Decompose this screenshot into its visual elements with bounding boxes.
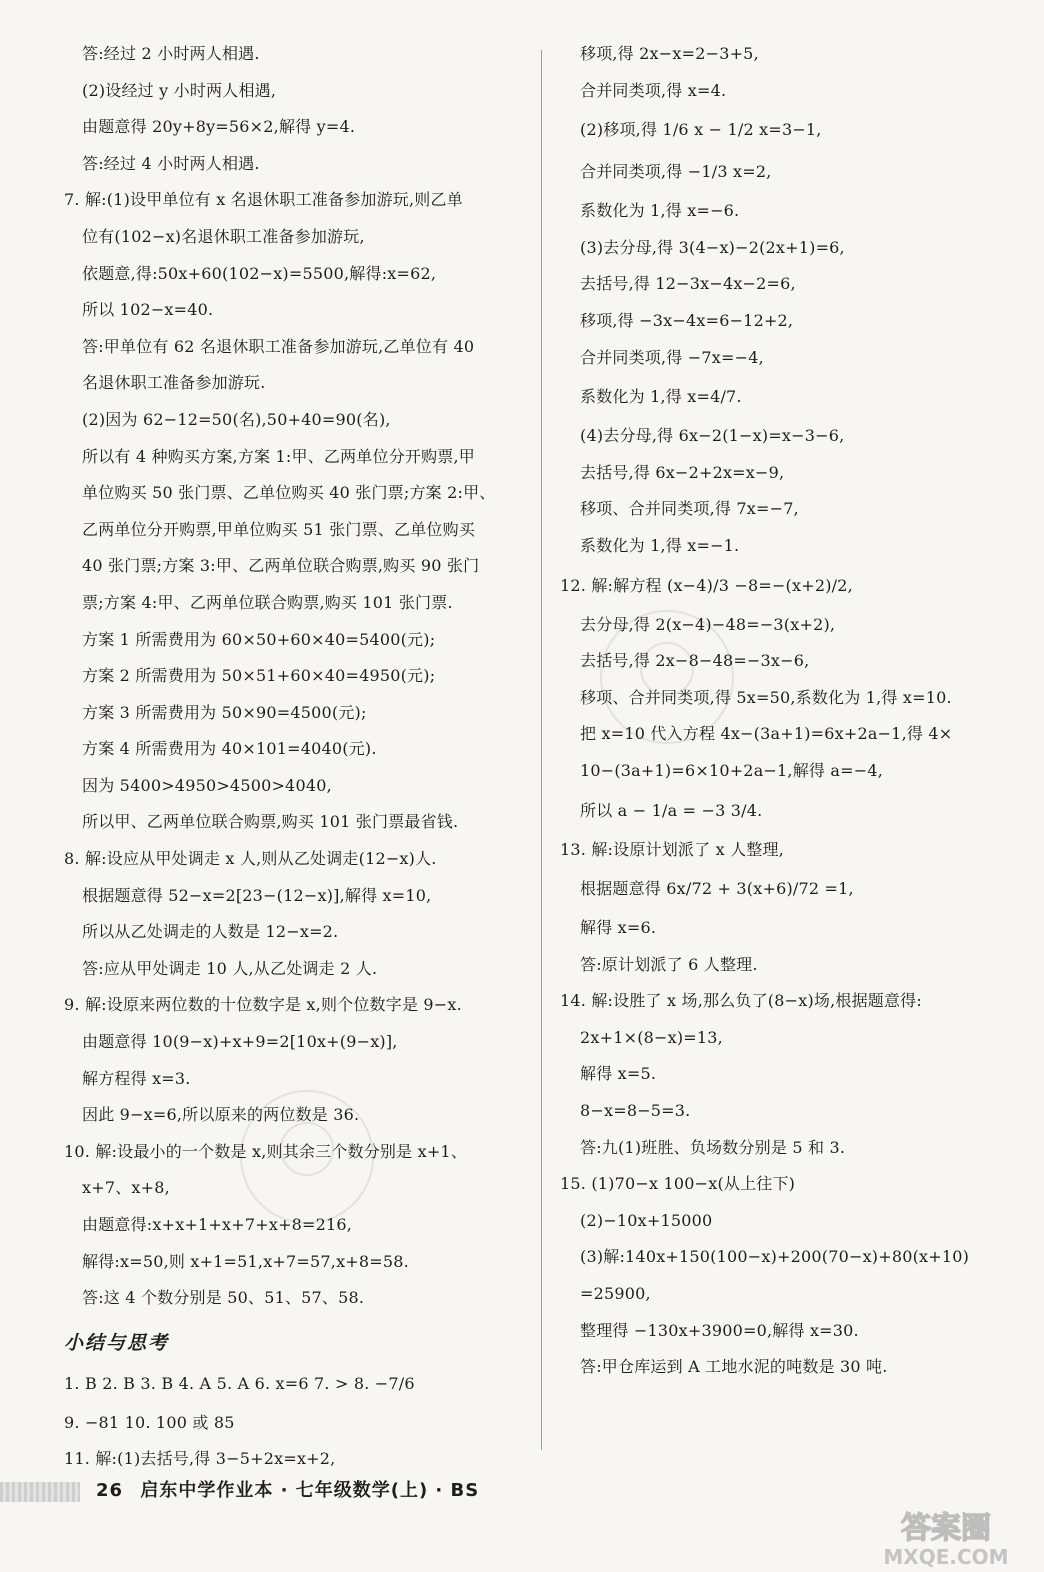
- text-line: 40 张门票;方案 3:甲、乙两单位联合购票,购买 90 张门: [82, 556, 480, 576]
- summary-section-title: 小结与思考: [64, 1331, 170, 1354]
- text-line: 答:甲仓库运到 A 工地水泥的吨数是 30 吨.: [580, 1357, 888, 1377]
- page-number: 26: [96, 1480, 124, 1501]
- text-line: 根据题意得 52−x=2[23−(12−x)],解得 x=10,: [82, 885, 432, 905]
- text-line: 10−(3a+1)=6×10+2a−1,解得 a=−4,: [580, 760, 884, 780]
- text-line: 去分母,得 2(x−4)−48=−3(x+2),: [580, 614, 836, 634]
- logo-icon: [862, 1504, 1030, 1568]
- text-line: 因为 5400>4950>4500>4040,: [82, 775, 332, 795]
- text-line: 方案 1 所需费用为 60×50+60×40=5400(元);: [82, 629, 436, 649]
- text-line: 方案 3 所需费用为 50×90=4500(元);: [82, 702, 367, 722]
- text-line: 移项,得 −3x−4x=6−12+2,: [580, 310, 794, 330]
- text-line: 8−x=8−5=3.: [580, 1101, 691, 1121]
- text-line: 依题意,得:50x+60(102−x)=5500,解得:x=62,: [82, 263, 437, 283]
- text-line: 系数化为 1,得 x=−1.: [580, 535, 740, 555]
- problem-13-heading: 13. 解:设原计划派了 x 人整理,: [560, 839, 785, 859]
- text-line: 答:甲单位有 62 名退休职工准备参加游玩,乙单位有 40: [82, 336, 475, 356]
- text-line: 票;方案 4:甲、乙两单位联合购票,购买 101 张门票.: [82, 592, 453, 612]
- book-title: 启东中学作业本 · 七年级数学(上) · BS: [140, 1480, 480, 1501]
- text-line: (4)去分母,得 6x−2(1−x)=x−3−6,: [580, 426, 845, 446]
- text-line: (3)解:140x+150(100−x)+200(70−x)+80(x+10): [580, 1247, 970, 1267]
- text-line: 所以 102−x=40.: [82, 300, 214, 320]
- text-line: 由题意得 10(9−x)+x+9=2[10x+(9−x)],: [82, 1032, 398, 1052]
- text-line: (2)因为 62−12=50(名),50+40=90(名),: [82, 409, 391, 429]
- text-line: 所以 a − 1/a = −3 3/4.: [580, 800, 763, 820]
- right-column: [560, 36, 1020, 1386]
- left-column: [64, 36, 526, 1478]
- text-line: =25900,: [580, 1284, 651, 1304]
- site-logo: [862, 1504, 1030, 1568]
- text-line: 解得 x=5.: [580, 1064, 657, 1084]
- text-line: 由题意得:x+x+1+x+7+x+8=216,: [82, 1215, 353, 1234]
- text-line: 合并同类项,得 x=4.: [580, 80, 727, 100]
- text-line: 名退休职工准备参加游玩.: [82, 373, 266, 393]
- text-line: 移项、合并同类项,得 5x=50,系数化为 1,得 x=10.: [580, 687, 952, 707]
- text-line: 乙两单位分开购票,甲单位购买 51 张门票、乙单位购买: [82, 519, 476, 539]
- text-line: 答:经过 4 小时两人相遇.: [82, 153, 260, 173]
- text-line: (3)去分母,得 3(4−x)−2(2x+1)=6,: [580, 237, 845, 257]
- text-line: 方案 2 所需费用为 50×51+60×40=4950(元);: [82, 666, 436, 686]
- problem-14-heading: 14. 解:设胜了 x 场,那么负了(8−x)场,根据题意得:: [560, 991, 922, 1011]
- text-line: 去括号,得 12−3x−4x−2=6,: [580, 274, 796, 294]
- left-solution-block: [64, 36, 526, 1317]
- text-line: 移项、合并同类项,得 7x=−7,: [580, 499, 799, 519]
- text-line: 去括号,得 2x−8−48=−3x−6,: [580, 651, 810, 671]
- problem-12-heading: 12. 解:解方程 (x−4)/3 −8=−(x+2)/2,: [560, 575, 853, 595]
- text-line: 合并同类项,得 −1/3 x=2,: [580, 162, 772, 182]
- text-line: 答:原计划派了 6 人整理.: [580, 954, 758, 974]
- problem-15-heading: 15. (1)70−x 100−x(从上往下): [560, 1174, 796, 1194]
- problem-10-heading: 10. 解:设最小的一个数是 x,则其余三个数分别是 x+1、: [64, 1141, 468, 1161]
- text-line: x+7、x+8,: [82, 1178, 170, 1198]
- text-line: 解得 x=6.: [580, 918, 657, 938]
- text-line: 所以有 4 种购买方案,方案 1:甲、乙两单位分开购票,甲: [82, 446, 475, 466]
- text-line: 整理得 −130x+3900=0,解得 x=30.: [580, 1320, 859, 1340]
- text-line: 因此 9−x=6,所以原来的两位数是 36.: [82, 1105, 360, 1125]
- text-line: 解方程得 x=3.: [82, 1068, 191, 1088]
- text-line: 答:应从甲处调走 10 人,从乙处调走 2 人.: [82, 958, 378, 978]
- summary-block: [64, 1363, 526, 1478]
- text-line: (2)移项,得 1/6 x − 1/2 x=3−1,: [580, 120, 822, 140]
- text-line: 答:经过 2 小时两人相遇.: [82, 44, 260, 63]
- footer-decor-bar: [0, 1482, 80, 1502]
- text-line: 所以从乙处调走的人数是 12−x=2.: [82, 922, 339, 942]
- text-line: 答:九(1)班胜、负场数分别是 5 和 3.: [580, 1137, 846, 1157]
- text-line: 2x+1×(8−x)=13,: [580, 1027, 723, 1047]
- text-line: 答:这 4 个数分别是 50、51、57、58.: [82, 1288, 365, 1308]
- problem-9-heading: 9. 解:设原来两位数的十位数字是 x,则个位数字是 9−x.: [64, 995, 462, 1015]
- text-line: (2)−10x+15000: [580, 1210, 713, 1230]
- text-line: 把 x=10 代入方程 4x−(3a+1)=6x+2a−1,得 4×: [580, 724, 953, 744]
- text-line: 所以甲、乙两单位联合购票,购买 101 张门票最省钱.: [82, 812, 459, 832]
- footer-text: [96, 1476, 479, 1502]
- column-divider: [541, 50, 542, 1450]
- text-line: 由题意得 20y+8y=56×2,解得 y=4.: [82, 117, 356, 137]
- text-line: 单位购买 50 张门票、乙单位购买 40 张门票;方案 2:甲、: [82, 483, 496, 503]
- text-line: 系数化为 1,得 x=4/7.: [580, 387, 742, 407]
- text-line: 根据题意得 6x/72 + 3(x+6)/72 =1,: [580, 879, 854, 899]
- logo-text-bottom: MXQE.COM: [883, 1545, 1009, 1568]
- text-line: 位有(102−x)名退休职工准备参加游玩,: [82, 226, 365, 246]
- answer-key-line: 9. −81 10. 100 或 85: [64, 1412, 235, 1432]
- logo-text-top: 答案圈: [901, 1511, 991, 1546]
- answer-key-line: 1. B 2. B 3. B 4. A 5. A 6. x=6 7. > 8. −7/6: [64, 1373, 415, 1393]
- text-line: (2)设经过 y 小时两人相遇,: [82, 80, 277, 100]
- text-line: 方案 4 所需费用为 40×101=4040(元).: [82, 739, 377, 759]
- problem-11-heading: 11. 解:(1)去括号,得 3−5+2x=x+2,: [64, 1449, 336, 1469]
- problem-8-heading: 8. 解:设应从甲处调走 x 人,则从乙处调走(12−x)人.: [64, 849, 437, 869]
- text-line: 系数化为 1,得 x=−6.: [580, 201, 740, 221]
- text-line: 解得:x=50,则 x+1=51,x+7=57,x+8=58.: [82, 1251, 409, 1271]
- text-line: 合并同类项,得 −7x=−4,: [580, 347, 764, 367]
- text-line: 去括号,得 6x−2+2x=x−9,: [580, 462, 785, 482]
- problem-7-heading: 7. 解:(1)设甲单位有 x 名退休职工准备参加游玩,则乙单: [64, 190, 463, 210]
- text-line: 移项,得 2x−x=2−3+5,: [580, 44, 759, 63]
